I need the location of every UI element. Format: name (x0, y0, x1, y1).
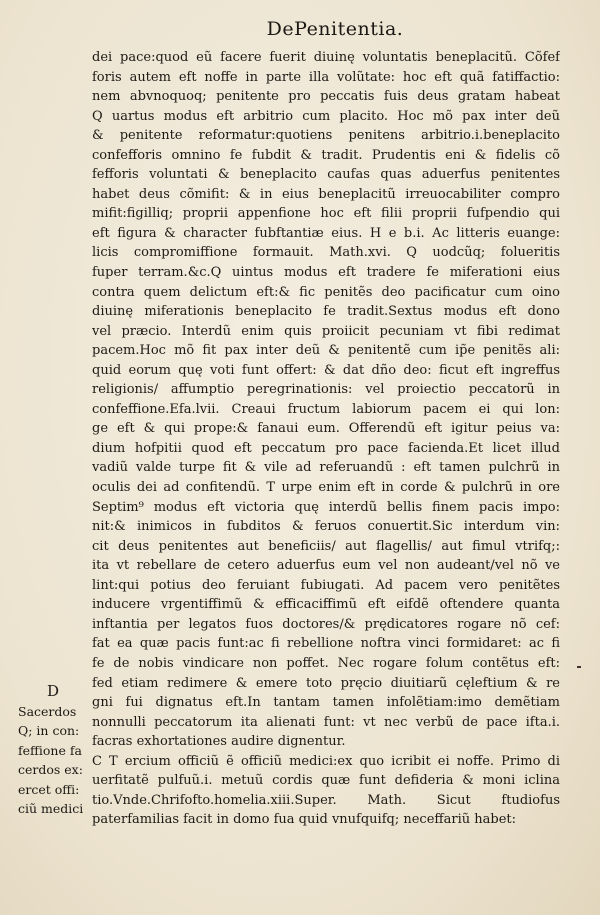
text-line: facras exhortationes audire dignentur. (92, 734, 346, 750)
margin-note: ercet offi: (18, 781, 80, 797)
text-line: quid eorum quę voti funt offert: & dat dño deo: ficut eft ingreffus (92, 362, 560, 378)
text-line: & penitente reformatur:quotiens penitens arbitrio.i.beneplacito (92, 128, 560, 144)
text-line: vel præcio. Interdũ enim quis proiicit pecuniam vt fibi redimat (92, 323, 560, 339)
line-marker (577, 666, 581, 668)
text-line: religionis/ affumptio peregrinationis: vel proiectio peccatorũ in (92, 382, 560, 398)
text-line: fe de nobis vindicare non poffet. Nec rogare folum contẽtus eft: (92, 655, 560, 671)
running-title (0, 18, 600, 46)
text-line: licis compromiffione formauit. Math.xvi. Q uodcũq; folueritis (92, 245, 560, 261)
text-line: cit deus penitentes aut beneficiis/ aut flagellis/ aut fimul vtrifq;: (92, 538, 560, 554)
text-line: vadiũ valde turpe fit & vile ad referuandũ : eft tamen pulchrũ in (92, 460, 560, 476)
text-line: fed etiam redimere & emere toto pręcio diuitiarũ cęleftium & re (92, 675, 560, 691)
text-line: nit:& inimicos in fubditos & feruos conuertit.Sic interdum vin: (92, 519, 560, 535)
text-line: Septim⁹ modus eft victoria quę interdũ bellis finem pacis impo: (92, 499, 560, 515)
body-text (92, 48, 560, 830)
margin-note: Sacerdos (18, 703, 77, 719)
text-line: habet deus cõmifit: & in eius beneplacitũ irreuocabiliter compro (92, 186, 560, 202)
text-line: ge eft & qui prope:& fanaui eum. Offerendũ eft igitur peius va: (92, 421, 560, 437)
text-line: nonnulli peccatorum ita alienati funt: vt nec verbũ de pace ifta.i. (92, 714, 560, 730)
text-line: gni fui dignatus eft.In tantam tamen infolẽtiam:imo demẽtiam (92, 695, 560, 711)
text-line: confefforis omnino fe fubdit & tradit. Prudentis eni & fidelis cõ (92, 147, 560, 163)
text-line: dei pace:quod eũ facere fuerit diuinę voluntatis beneplacitũ. Cõfef (92, 50, 560, 65)
margin-note: ciũ medici (18, 801, 84, 817)
text-line: inftantia per legatos fuos doctores/& prędicatores rogare nõ cef: (92, 616, 560, 632)
text-line: fat ea quæ pacis funt:ac fi rebellione noftra vinci formidaret: ac fi (92, 636, 560, 652)
text-line: diuinę miferationis beneplacito fe tradit.Sextus modus eft dono (92, 304, 560, 320)
text-line: lint:qui potius deo feruiant fubiugati. Ad pacem vero penitẽtes (92, 577, 560, 593)
text-line: tio.Vnde.Chrifofto.homelia.xiii.Super. Math. Sicut ftudiofus (92, 792, 560, 808)
text-line: dium hofpitii quod eft peccatum pro pace facienda.Et licet illud (92, 440, 560, 456)
text-line: C T ercium officiũ ẽ officiũ medici:ex quo icribit ei noffe. Primo di (92, 753, 560, 769)
text-line: uerfitatẽ pulfuũ.i. metuũ cordis quæ funt defideria & moni iclina (92, 773, 560, 789)
margin-note: feffione fa (18, 742, 82, 758)
text-line: Q uartus modus eft arbitrio cum placito. Hoc mõ pax inter deũ (92, 108, 560, 124)
text-line: foris autem eft noffe in parte illa volũtate: hoc eft quã fatiffactio: (92, 69, 560, 85)
running-title-text: DePenitentia. (266, 18, 404, 40)
text-line: fefforis voluntati & beneplacito caufas quas aduerfus penitentes (92, 167, 560, 183)
text-line: inducere vrgentiffimũ & efficaciffimũ eft eifdẽ oftendere quanta (92, 597, 560, 613)
margin-note: Q; in con: (18, 723, 80, 739)
text-line: nem abvnoquoq; penitente pro peccatis fuis deus gratam habeat (92, 89, 560, 105)
text-line: oculis dei ad confitendũ. T urpe enim eft in corde & pulchrũ in ore (92, 480, 560, 496)
margin-notes (18, 682, 88, 819)
text-line: mifit:figilliq; proprii appenfione hoc eft filii proprii fufpendio qui (92, 206, 560, 222)
text-line: fuper terram.&c.Q uintus modus eft tradere fe miferationi eius (92, 265, 560, 281)
text-line: confeffione.Efa.lvii. Creaui fructum labiorum pacem ei qui lon: (92, 401, 560, 417)
margin-note: cerdos ex: (18, 762, 83, 778)
text-line: ita vt rebellare de cetero aduerfus eum vel non audeant/vel nõ ve (92, 558, 560, 574)
text-line: paterfamilias facit in domo fua quid vnufquifq; neceffariũ habet: (92, 812, 516, 828)
text-line: eft figura & character fubftantiæ eius. H e b.i. Ac litteris euange: (92, 225, 560, 241)
text-line: pacem.Hoc mõ fit pax inter deũ & penitentẽ cum ip̃e penitẽs ali: (92, 343, 560, 359)
text-line: contra quem delictum eft:& fic penitẽs deo pacificatur cum oino (92, 284, 560, 300)
margin-note: D (46, 682, 60, 700)
